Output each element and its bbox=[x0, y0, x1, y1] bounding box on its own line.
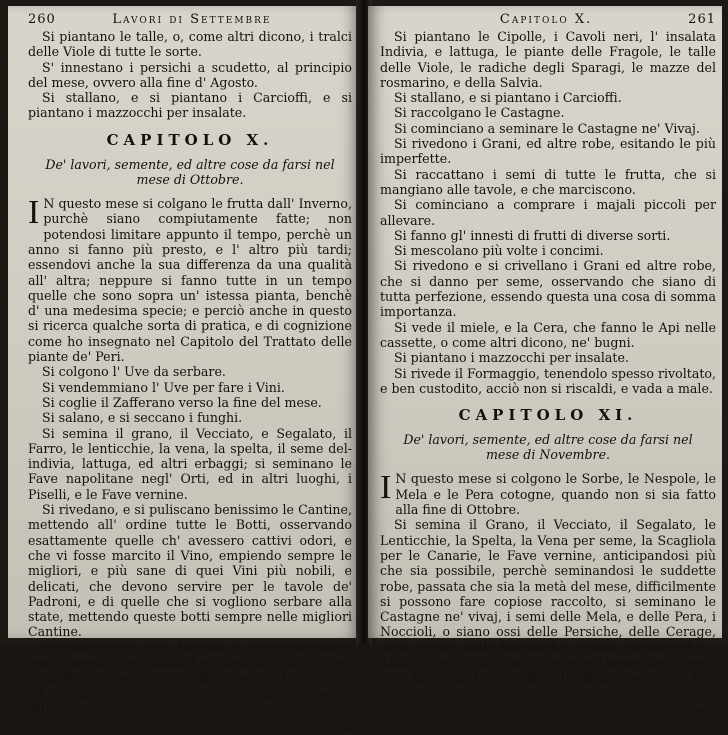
chapter-intro bbox=[380, 471, 716, 517]
chapter-subtitle: De' lavori, semente, ed altre cose da farsi nel mese di Ottobre. bbox=[45, 157, 335, 188]
paragraph: Si raccolgano le Castagne. bbox=[394, 105, 565, 121]
paragraph: Si rivedano, e si puliscano benissimo le Cantine, mettendo all' ordine tutte le Botti, osservando esattamente quelle ch' avessero cattivi odori, e che vi fosse marcito il Vino, empiendo sempre le migliori, e più sane di quei Vini più nobili, e delicati, che devono servire per le tavole de' Padroni, e di quelle che si vogliono serbare alla state, mettendo queste botti sempre nelle migliori Cantine. bbox=[28, 502, 352, 640]
chapter-intro bbox=[28, 196, 352, 364]
page-number: 260 bbox=[28, 12, 56, 27]
intro-text: N questo mese si colgano le frutta dall' Inverno, purchè siano compiutamente fatte; non potendosi limitare appunto il tempo, perchè un anno si fanno più presto, e l' altro più tardi; essendovi anche la sua differenza da una qualità all' altra; neppure si fanno tutte in un tempo quelle che sono sopra un' istessa pianta, benchè d' una medesima specie; e perciò anche in questo si ricerca qualche sorta di pratica, e di cognizione come ho insegnato nel Capitolo del Trattato delle piante de' Peri. bbox=[28, 196, 352, 365]
paragraph: Si cominciano a seminare le Castagne ne' Vivaj. bbox=[394, 120, 700, 136]
paragraph: Si semina il grano, il Vecciato, e Segalato, il Farro, le lenticchie, la vena, la spelta, il seme del- indivia, lattuga, ed altri erbaggi; si seminano le Fave napolitane negl' Orti, ed in altri luoghi, i Piselli, e le Fave vernine. bbox=[28, 425, 352, 502]
paragraph: Si mescolano più volte i concimi. bbox=[394, 243, 604, 259]
right-page-header bbox=[380, 12, 716, 29]
paragraph: Si rivedono i Grani, ed altre robe, esitando le più imperfette. bbox=[380, 136, 716, 167]
running-head: Lavori di Settembre bbox=[112, 12, 272, 27]
paragraph: Si raccattano i semi di tutte le frutta, che si mangiano alle tavole, e che marciscono. bbox=[380, 166, 716, 197]
paragraph: Si vede il miele, e la Cera, che fanno le Api nelle cassette, o come altri dicono, ne' bugni. bbox=[380, 319, 716, 350]
paragraph: Si piantano le Cipolle, i Cavoli neri, l' insalata Indivia, e lattuga, le piante delle Fragole, le talle delle Viole, le radiche degli Sparagi, le mazze del rosmarino, e della Salvia. bbox=[380, 29, 716, 90]
page-number: 261 bbox=[688, 12, 716, 27]
paragraph: Si stallano, e si piantano i Carcioffi. bbox=[394, 90, 622, 106]
paragraph: Si colgono l' Uve da serbare. bbox=[42, 364, 226, 380]
paragraph: Si cominciano a comprare i majali piccoli per allevare. bbox=[380, 197, 716, 228]
paragraph: Si piantano le talle, o, come altri dicono, i tralci delle Viole di tutte le sorte. bbox=[28, 29, 352, 60]
drop-cap: I bbox=[28, 194, 40, 232]
catchword: die- bbox=[692, 704, 716, 720]
signature-mark: R 3 bbox=[525, 704, 547, 720]
chapter-title: CAPITOLO XI. bbox=[458, 406, 638, 425]
paragraph: S' innestano i persichi a scudetto, al principio del mese, ovvero alla fine d' Agosto. bbox=[28, 59, 352, 90]
paragraph: Si rivedono e si crivellano i Grani ed altre robe, che si danno per seme, osservando che siano di tutta perfezione, essendo questa una cosa di somma importanza. bbox=[380, 258, 716, 320]
left-page-footer bbox=[28, 720, 352, 735]
drop-cap: I bbox=[380, 469, 392, 507]
paragraph: Si piantano i mazzocchi per insalate. bbox=[394, 350, 629, 366]
right-page-footer bbox=[380, 705, 716, 720]
paragraph: S' imbottano i Vini, facendo i dovuti necessarj assortimenti, destinando i più deboli e fiacchi, per esitarli nell' Inverno; i mediocri per la Primavera; ed i migliori, e più sani per la State, e per l' Autunno. bbox=[28, 639, 352, 716]
catchword: Si bbox=[339, 720, 352, 735]
chapter-subtitle: De' lavori, semente, ed altre cose da farsi nel mese di Novembre. bbox=[403, 432, 693, 463]
paragraph: Si fanno gl' innesti di frutti di diverse sorti. bbox=[394, 227, 671, 243]
paragraph: Si vendemmiano l' Uve per fare i Vini. bbox=[42, 379, 285, 395]
left-page-header bbox=[28, 12, 352, 29]
paragraph: Si rivede il Formaggio, tenendolo spesso rivoltato, e ben custodito, acciò non si riscaldi, e vada a male. bbox=[380, 365, 716, 396]
right-page bbox=[368, 6, 722, 720]
paragraph: Si fanno gl' Innesti di frutti di diverse sorte, fino alli die- bbox=[380, 670, 716, 701]
paragraph: Si coglie il Zafferano verso la fine del mese. bbox=[42, 394, 322, 410]
left-page bbox=[8, 6, 360, 735]
paragraph: Si semina il Grano, il Vecciato, il Segalato, le Lenticchie, la Spelta, la Vena per seme, la Scagliola per le Canarie, le Fave vernine, anticipandosi più che sia possibile, perchè seminandosi le suddette robe, passata che sia la metà del mese, difficilmente si possono fare copiose raccolto, si seminano le Castagne ne' vivaj, i semi delle Mela, e delle Pera, i Noccioli, o siano ossi delle Persiche, delle Cerage, delle Prune, delle Melianche, o siano Ballacocchi, o Albicocche, le Noci, le Nocelle, e il seme degli oppi. bbox=[380, 517, 716, 670]
running-head: Capitolo X. bbox=[499, 12, 593, 27]
paragraph: Si stallano, e si piantano i Carcioffi, e si piantano i mazzocchi per insalate. bbox=[28, 90, 352, 121]
chapter-title: CAPITOLO X. bbox=[106, 130, 274, 149]
paragraph: Si salano, e si seccano i funghi. bbox=[42, 410, 243, 426]
intro-text: N questo mese si colgono le Sorbe, le Nespole, le Mela e le Pera cotogne, quando non si sia fatto alla fine di Ottobre. bbox=[395, 471, 716, 518]
